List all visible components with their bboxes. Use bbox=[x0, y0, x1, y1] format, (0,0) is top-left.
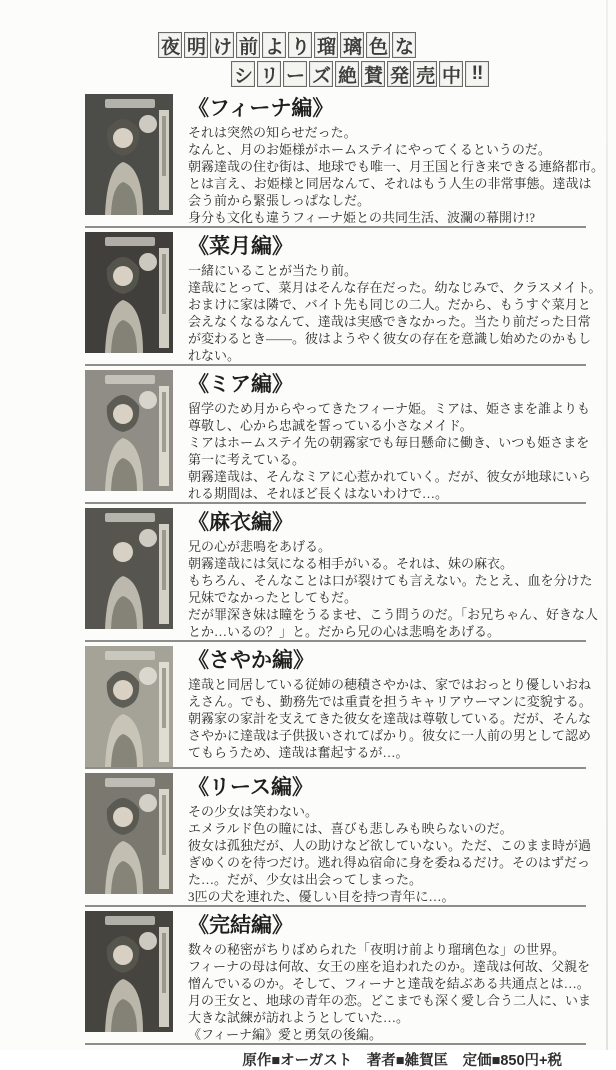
page-edge-shadow bbox=[606, 0, 608, 1050]
cover-thumbnail bbox=[85, 508, 173, 629]
description-line: てもらうため、達哉は奮起するが…。 bbox=[188, 745, 409, 760]
cover-thumbnail bbox=[85, 773, 173, 894]
description-line: れない。 bbox=[188, 348, 241, 363]
section-description bbox=[188, 124, 604, 226]
edition-section bbox=[85, 504, 598, 642]
figure-face bbox=[113, 807, 133, 827]
description-line: た…。だが、少女は出会ってしまった。 bbox=[188, 872, 423, 887]
section-description bbox=[188, 262, 601, 364]
series-title-char-box: り bbox=[288, 32, 312, 58]
cover-logo-strip bbox=[105, 237, 155, 246]
moon-icon bbox=[139, 529, 157, 547]
section-title: 《ミア編》 bbox=[188, 373, 293, 396]
description-line: が変わるとき――。彼はようやく彼女の存在を意識し始めたのかもし bbox=[188, 331, 592, 346]
series-title-char-box: 前 bbox=[236, 32, 260, 58]
series-title-char-box: 明 bbox=[184, 32, 208, 58]
cover-art-placeholder bbox=[85, 911, 173, 1032]
description-line: 朝霧家の家計を支えてきた彼女を達哉は尊敬している。だが、そんな bbox=[188, 711, 592, 726]
cover-logo-strip bbox=[105, 99, 155, 108]
page-header bbox=[0, 0, 616, 87]
release-banner-char-box: 賛 bbox=[361, 61, 385, 87]
figure-face bbox=[113, 542, 133, 562]
cover-art-placeholder bbox=[85, 94, 173, 215]
cover-art-placeholder bbox=[85, 773, 173, 894]
release-banner-char-box: 発 bbox=[387, 61, 411, 87]
description-line: さやかに達哉は子供扱いされてばかり。彼女に一人前の男として認め bbox=[188, 728, 592, 743]
series-title-char-box: よ bbox=[262, 32, 286, 58]
series-title-char-box: 璃 bbox=[340, 32, 364, 58]
cover-logo-strip bbox=[105, 375, 155, 384]
release-banner-char-box: シ bbox=[231, 61, 255, 87]
page-footer bbox=[85, 1049, 586, 1070]
description-line: エメラルド色の瞳には、喜びも悲しみも映らないのだ。 bbox=[188, 821, 513, 836]
cover-logo-strip bbox=[105, 513, 155, 522]
series-title-char-box: 夜 bbox=[158, 32, 182, 58]
moon-icon bbox=[139, 253, 157, 271]
section-description bbox=[188, 676, 592, 761]
description-line: 兄妹でなかったとしてもだ。 bbox=[188, 590, 358, 605]
description-line: 《フィーナ編》愛と勇気の後編。 bbox=[188, 1027, 382, 1042]
edition-section bbox=[85, 90, 605, 228]
edition-section bbox=[85, 907, 592, 1045]
cover-thumbnail bbox=[85, 911, 173, 1032]
cover-logo-strip bbox=[105, 651, 155, 660]
release-banner-char-box: ズ bbox=[309, 61, 333, 87]
release-banner-char-box: 中 bbox=[439, 61, 463, 87]
section-description bbox=[188, 538, 598, 640]
series-title-char-box: 瑠 bbox=[314, 32, 338, 58]
description-line: とか…いるの？」と。だから兄の心は悲鳴をあげる。 bbox=[188, 624, 501, 639]
description-line: 数々の秘密がちりばめられた「夜明け前より瑠璃色な」の世界。 bbox=[188, 942, 566, 957]
release-banner-char-box: 売 bbox=[413, 61, 437, 87]
section-title: 《完結編》 bbox=[188, 914, 293, 937]
section-text bbox=[188, 231, 601, 364]
figure-face bbox=[113, 680, 133, 700]
description-line: 兄の心が悲鳴をあげる。 bbox=[188, 539, 332, 554]
moon-icon bbox=[139, 391, 157, 409]
description-line: 憎んでいるのか。そして、フィーナと達哉を結ぶある共通点とは…。 bbox=[188, 976, 590, 991]
edition-section bbox=[85, 228, 602, 366]
description-line: ぎゆくのを待つだけ。逃れ得ぬ宿命に身を委ねるだけ。そのはずだっ bbox=[188, 855, 590, 870]
description-line: 彼女は孤独だが、人の助けなど欲していない。ただ、このまま時が過 bbox=[188, 838, 592, 853]
section-title: 《さやか編》 bbox=[188, 649, 314, 672]
edition-section-list bbox=[85, 90, 605, 1045]
description-line: フィーナの母は何故、女王の座を追われたのか。達哉は何故、父親を bbox=[188, 959, 590, 974]
edition-section bbox=[85, 769, 592, 907]
description-line: 月の王女と、地球の青年の恋。どこまでも深く愛し合う二人に、いま bbox=[188, 993, 592, 1008]
description-line: 朝霧達哉には気になる相手がいる。それは、妹の麻衣。 bbox=[188, 556, 514, 571]
section-text bbox=[188, 93, 604, 226]
section-text bbox=[188, 910, 591, 1043]
description-line: 会えなくなるなんて、達哉は実感できなかった。当たり前だった日常 bbox=[188, 314, 591, 329]
section-description bbox=[188, 803, 591, 905]
credits-line: 原作■オーガスト 著者■雑賀匡 定価■850円+税 bbox=[242, 1053, 562, 1069]
description-line: 朝霧達哉の住む街は、地球でも唯一、月王国と行き来できる連絡都市。 bbox=[188, 159, 605, 174]
section-text bbox=[188, 772, 591, 905]
description-line: 朝霧達哉は、そんなミアに心惹かれていく。だが、彼女が地球にいら bbox=[188, 469, 591, 484]
section-title: 《リース編》 bbox=[188, 776, 313, 799]
edition-section bbox=[85, 366, 591, 504]
section-title: 《菜月編》 bbox=[188, 235, 293, 258]
description-line: 3匹の犬を連れた、優しい目を持つ青年に…。 bbox=[188, 889, 455, 904]
figure-face bbox=[113, 404, 133, 424]
description-line: だが罪深き妹は瞳をうるませ、こう問うのだ。「お兄ちゃん、好きな人 bbox=[188, 607, 598, 622]
cover-logo-strip bbox=[105, 916, 155, 925]
description-line: 第一に考えている。 bbox=[188, 452, 306, 467]
section-text bbox=[188, 645, 592, 767]
section-text bbox=[188, 369, 591, 502]
edition-section bbox=[85, 642, 592, 769]
figure-face bbox=[113, 945, 133, 965]
release-banner-char-box: ー bbox=[283, 61, 307, 87]
description-line: 会う前から緊張しっぱなしだ。 bbox=[188, 193, 371, 208]
series-title bbox=[158, 32, 616, 58]
description-line: なんと、月のお姫様がホームステイにやってくるというのだ。 bbox=[188, 142, 551, 157]
moon-icon bbox=[139, 932, 157, 950]
description-line: その少女は笑わない。 bbox=[188, 804, 319, 819]
description-line: もちろん、そんなことは口が裂けても言えない。たとえ、血を分けた bbox=[188, 573, 593, 588]
cover-art-placeholder bbox=[85, 370, 173, 491]
figure-face bbox=[113, 128, 133, 148]
cover-thumbnail bbox=[85, 370, 173, 491]
cover-thumbnail bbox=[85, 94, 173, 215]
series-title-char-box: な bbox=[392, 32, 416, 58]
release-banner-char-box: !! bbox=[465, 61, 489, 87]
cover-thumbnail bbox=[85, 646, 173, 767]
description-line: えさん。でも、勤務先では重責を担うキャリアウーマンに変貌する。 bbox=[188, 694, 592, 709]
moon-icon bbox=[139, 667, 157, 685]
description-line: ミアはホームステイ先の朝霧家でも毎日懸命に働き、いつも姫さまを bbox=[188, 435, 590, 450]
section-title: 《フィーナ編》 bbox=[188, 97, 334, 120]
release-banner-char-box: リ bbox=[257, 61, 281, 87]
description-line: 身分も文化も違うフィーナ姫との共同生活、波瀾の幕開け!? bbox=[188, 210, 536, 225]
description-line: 尊敬し、心から忠誠を誓っている小さなメイド。 bbox=[188, 418, 473, 433]
release-banner bbox=[231, 61, 616, 87]
description-line: 達哉にとって、菜月はそんな存在だった。幼なじみで、クラスメイト。 bbox=[188, 280, 602, 295]
moon-icon bbox=[139, 794, 157, 812]
cover-art-placeholder bbox=[85, 508, 173, 629]
series-title-char-box: け bbox=[210, 32, 234, 58]
cover-logo-strip bbox=[105, 778, 155, 787]
cover-thumbnail bbox=[85, 232, 173, 353]
moon-icon bbox=[139, 115, 157, 133]
figure-face bbox=[113, 266, 133, 286]
section-description bbox=[188, 941, 591, 1043]
description-line: れる期間は、それほど長くはないわけで…。 bbox=[188, 486, 449, 501]
release-banner-char-box: 絶 bbox=[335, 61, 359, 87]
cover-art-placeholder bbox=[85, 646, 173, 767]
description-line: 留学のため月からやってきたフィーナ姫。ミアは、姫さまを誰よりも bbox=[188, 401, 590, 416]
cover-art-placeholder bbox=[85, 232, 173, 353]
section-description bbox=[188, 400, 591, 502]
description-line: 達哉と同居している従姉の穂積さやかは、家ではおっとり優しいおね bbox=[188, 677, 592, 692]
description-line: とは言え、お姫様と同居なんて、それはもう人生の非常事態。達哉は bbox=[188, 176, 592, 191]
section-text bbox=[188, 507, 598, 640]
description-line: 一緒にいることが当たり前。 bbox=[188, 263, 358, 278]
description-line: それは突然の知らせだった。 bbox=[188, 125, 357, 140]
description-line: 大きな試練が訪れようとしていた…。 bbox=[188, 1010, 410, 1025]
section-title: 《麻衣編》 bbox=[188, 511, 293, 534]
series-title-char-box: 色 bbox=[366, 32, 390, 58]
description-line: おまけに家は隣で、バイト先も同じの二人。だから、もうすぐ菜月と bbox=[188, 297, 591, 312]
